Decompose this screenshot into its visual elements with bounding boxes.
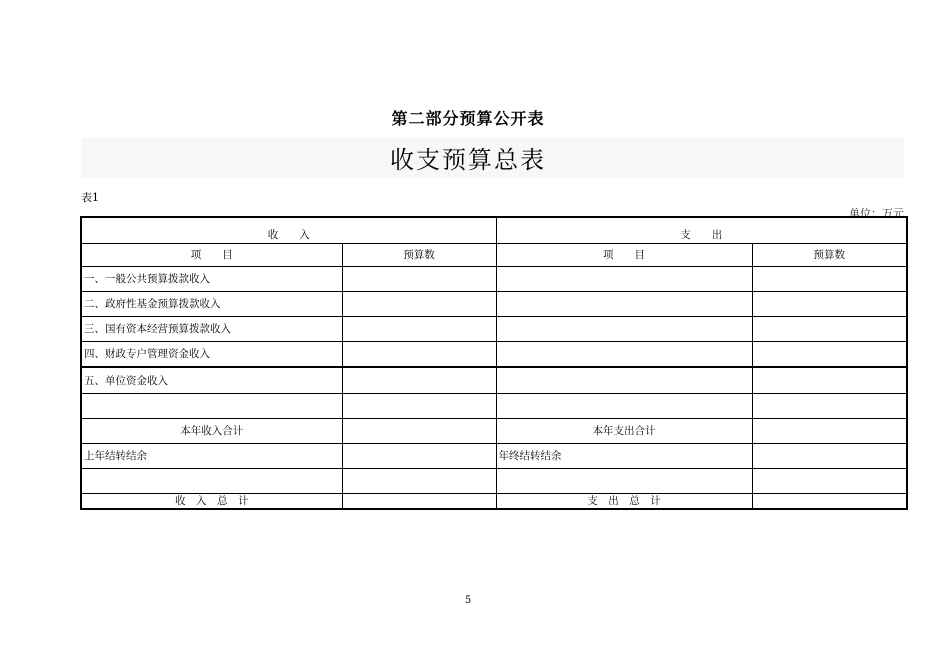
income-subtotal-value	[342, 418, 496, 443]
income-total-label: 收 入 总 计	[81, 493, 342, 509]
expense-total-label: 支 出 总 计	[496, 493, 752, 509]
table-row	[81, 267, 907, 292]
income-item-cell: 三、国有资本经营预算拨款收入	[81, 317, 342, 342]
budget-table	[80, 216, 908, 510]
income-item-cell: 四、财政专户管理资金收入	[81, 342, 342, 368]
expense-item-cell	[496, 367, 752, 393]
expense-total-value	[752, 493, 907, 509]
blank-row	[81, 468, 907, 493]
expense-value-cell	[752, 292, 907, 317]
expense-item-cell	[496, 342, 752, 368]
income-value-cell	[342, 317, 496, 342]
table-row	[81, 317, 907, 342]
blank-cell	[752, 468, 907, 493]
income-item-cell: 五、单位资金收入	[81, 367, 342, 393]
income-item-header: 项 目	[81, 244, 342, 267]
carryover-in-value	[342, 443, 496, 468]
blank-cell	[496, 468, 752, 493]
income-value-cell	[342, 342, 496, 368]
table-row	[81, 342, 907, 368]
income-subtotal-label: 本年收入合计	[81, 418, 342, 443]
expense-value-cell	[752, 342, 907, 368]
table-row	[81, 393, 907, 418]
carryover-in-label: 上年结转结余	[81, 443, 342, 468]
expense-value-cell	[752, 367, 907, 393]
income-budget-header: 预算数	[342, 244, 496, 267]
income-value-cell	[342, 367, 496, 393]
carryover-row	[81, 443, 907, 468]
group-header-row	[81, 217, 907, 244]
expense-value-cell	[752, 317, 907, 342]
main-title: 收支预算总表	[390, 146, 546, 174]
unit-label: 单位：万元	[849, 207, 904, 220]
income-item-cell	[81, 393, 342, 418]
subtotal-row	[81, 418, 907, 443]
expense-value-cell	[752, 393, 907, 418]
expense-item-cell	[496, 393, 752, 418]
column-header-row	[81, 244, 907, 267]
expense-group-header: 支 出	[496, 217, 907, 244]
blank-cell	[342, 468, 496, 493]
section-title: 第二部分预算公开表	[391, 109, 545, 128]
expense-item-header: 项 目	[496, 244, 752, 267]
income-total-value	[342, 493, 496, 509]
expense-budget-header: 预算数	[752, 244, 907, 267]
income-value-cell	[342, 292, 496, 317]
expense-subtotal-value	[752, 418, 907, 443]
blank-cell	[81, 468, 342, 493]
income-value-cell	[342, 393, 496, 418]
income-group-header: 收 入	[81, 217, 496, 244]
expense-item-cell	[496, 317, 752, 342]
expense-item-cell	[496, 292, 752, 317]
total-row	[81, 493, 907, 509]
table-id: 表1	[81, 191, 99, 204]
income-item-cell: 一、一般公共预算拨款收入	[81, 267, 342, 292]
carryover-out-value	[752, 443, 907, 468]
page-number: 5	[464, 595, 472, 606]
income-item-cell: 二、政府性基金预算拨款收入	[81, 292, 342, 317]
expense-item-cell	[496, 267, 752, 292]
expense-subtotal-label: 本年支出合计	[496, 418, 752, 443]
carryover-out-label: 年终结转结余	[496, 443, 752, 468]
income-value-cell	[342, 267, 496, 292]
table-row	[81, 292, 907, 317]
table-row	[81, 367, 907, 393]
expense-value-cell	[752, 267, 907, 292]
